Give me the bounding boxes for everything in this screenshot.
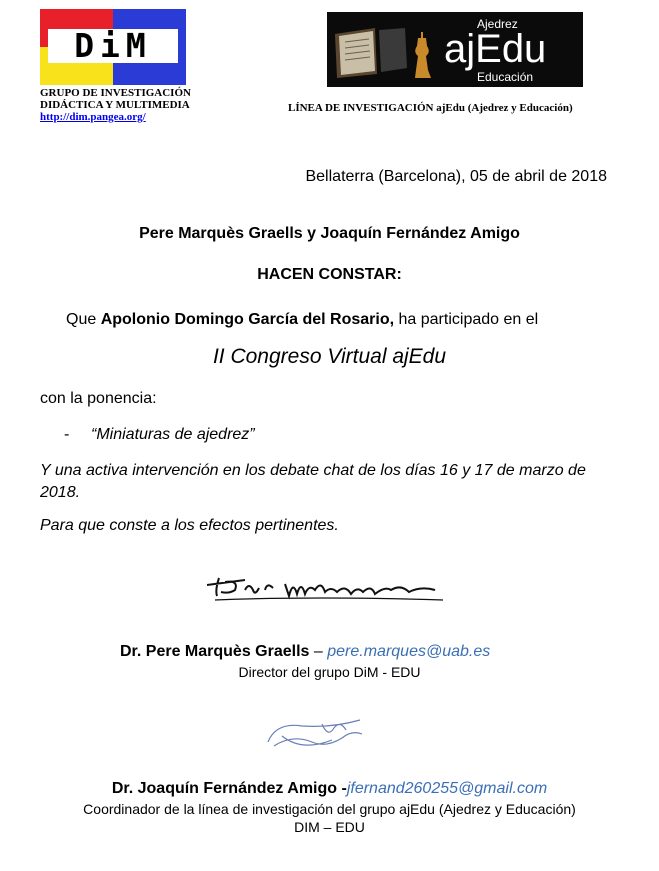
group-line1: GRUPO DE INVESTIGACIÓN: [40, 87, 191, 99]
ajedu-logo-bottom: Educación: [477, 70, 534, 84]
dim-logo-text: DiM: [74, 26, 152, 65]
ajedu-logo-top: Ajedrez: [477, 17, 518, 31]
signer2-role-line1: Coordinador de la línea de investigación del grupo ajEdu (Ajedrez y Educación): [83, 801, 576, 817]
talk-title: “Miniaturas de ajedrez”: [91, 426, 255, 443]
signer2-email[interactable]: jfernand260255@gmail.com: [346, 780, 548, 797]
bullet-dash: -: [64, 426, 70, 443]
signer1-role: Director del grupo DiM - EDU: [238, 664, 421, 680]
signer1-email[interactable]: pere.marques@uab.es: [327, 643, 491, 660]
signer2-line: [0, 780, 659, 798]
place-date: Bellaterra (Barcelona), 05 de abril de 2018: [305, 168, 607, 185]
participant-line: [66, 311, 538, 329]
group-name: [40, 87, 191, 123]
with-talk: con la ponencia:: [40, 390, 157, 407]
certify-heading: HACEN CONSTAR:: [257, 266, 402, 283]
group-url-link[interactable]: http://dim.pangea.org/: [40, 111, 146, 123]
participant-name: Apolonio Domingo García del Rosario,: [100, 311, 395, 328]
que-text: Que: [66, 311, 97, 328]
intervention-text: Y una activa intervención en los debate chat de los días 16 y 17 de marzo de 2018.: [40, 462, 586, 501]
signer2-role-line2: DIM – EDU: [294, 819, 365, 835]
ajedu-logo-main: ajEdu: [444, 27, 547, 71]
group-line2: DIDÁCTICA Y MULTIMEDIA: [40, 99, 190, 111]
signer1-dash: –: [313, 643, 323, 660]
signer1-line: [120, 643, 490, 661]
event-name: II Congreso Virtual ajEdu: [212, 345, 447, 368]
signature-marques: [195, 550, 455, 620]
participated-text: ha participado en el: [398, 311, 539, 328]
closing-text: Para que conste a los efectos pertinentes.: [40, 517, 339, 534]
signer2-name: Dr. Joaquín Fernández Amigo -: [111, 780, 347, 797]
dim-logo: [40, 9, 186, 85]
research-line: LÍNEA DE INVESTIGACIÓN ajEdu (Ajedrez y Educación): [288, 102, 573, 114]
ajedu-logo: [327, 12, 583, 87]
signer1-name: Dr. Pere Marquès Graells: [120, 643, 310, 660]
signers-line: Pere Marquès Graells y Joaquín Fernández Amigo: [139, 225, 520, 242]
signature-fernandez: [262, 712, 372, 757]
